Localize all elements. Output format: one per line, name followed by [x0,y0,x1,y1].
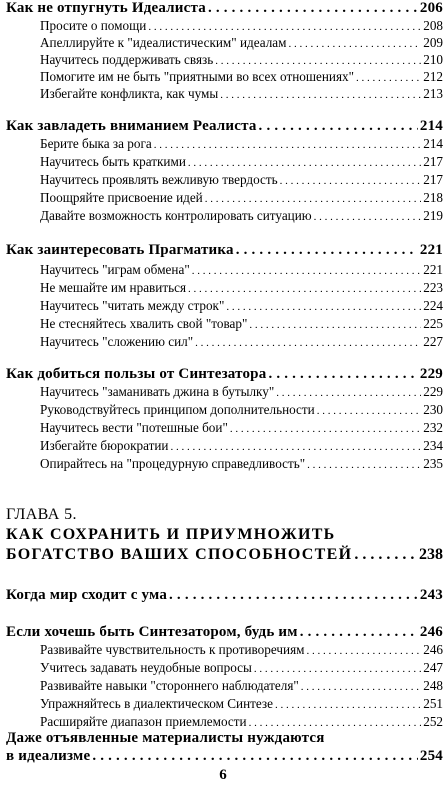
item-title: Учитесь задавать неудобные вопросы [40,660,252,675]
item-title: Развивайте навыки "стороннего наблюдателя" [40,678,299,693]
chapter-title-text: КАК СОХРАНИТЬ И ПРИУМНОЖИТЬ [6,526,336,543]
toc-section [6,118,443,135]
toc-item [6,438,443,454]
dot-leader [215,55,421,67]
chapter-page: 238 [419,546,443,563]
dot-leader [275,699,421,711]
item-page: 217 [423,154,443,169]
page-number: 6 [219,767,227,783]
dot-leader [205,193,421,205]
section-page: 229 [419,366,443,382]
section-title: в идеализме [6,748,91,764]
dot-leader [169,587,418,604]
dot-leader [226,301,421,313]
dot-leader [188,157,421,169]
toc-item [6,208,443,224]
chapter-title-text: БОГАТСТВО ВАШИХ СПОСОБНОСТЕЙ [6,546,353,563]
dot-leader [249,717,422,729]
toc-section [6,242,443,259]
item-title: Помогите им не быть "приятными во всех отношениях" [40,69,355,84]
dot-leader [259,118,418,135]
dot-leader [280,175,422,187]
toc-item [6,642,443,658]
item-title: Избегайте конфликта, как чумы [40,86,219,101]
dot-leader [188,283,421,295]
item-page: 210 [423,52,443,67]
toc-item [6,154,443,170]
toc-item [6,35,443,51]
dot-leader [356,72,421,84]
toc-item [6,334,443,350]
item-title: Научитесь "заманивать джина в бутылку" [40,384,275,399]
toc-item [6,696,443,712]
item-title: Поощряйте присвоение идей [40,190,203,205]
section-title: Когда мир сходит с ума [6,587,168,603]
dot-leader [301,681,421,693]
dot-leader [236,242,418,259]
toc-section-line2 [6,748,443,765]
item-page: 223 [423,280,443,295]
section-page: 243 [419,587,443,603]
item-title: Берите быка за рога [40,136,152,151]
item-page: 232 [423,420,443,435]
item-title: Научитесь "играм обмена" [40,262,190,277]
dot-leader [254,663,421,675]
toc-item [6,316,443,332]
item-title: Избегайте бюрократии [40,438,169,453]
item-title: Расширяйте диапазон приемлемости [40,714,247,729]
dot-leader [307,645,422,657]
item-title: Упражняйтесь в диалектическом Синтезе [40,696,273,711]
section-title: Если хочешь быть Синтезатором, будь им [6,624,298,640]
chapter-title-line2 [6,546,443,564]
item-title: Не мешайте им нравиться [40,280,187,295]
item-page: 218 [423,190,443,205]
toc-item [6,298,443,314]
toc-section [6,587,443,604]
item-title: Научитесь "читать между строк" [40,298,225,313]
dot-leader [276,387,421,399]
dot-leader [300,624,418,641]
item-page: 230 [423,402,443,417]
item-page: 247 [423,660,443,675]
item-page: 252 [423,714,443,729]
item-title: Научитесь вести "потешные бои" [40,420,228,435]
item-page: 248 [423,678,443,693]
toc-item [6,136,443,152]
toc-item [6,420,443,436]
toc-item [6,280,443,296]
item-page: 213 [423,86,443,101]
toc-section [6,366,443,383]
section-title: Как не отпугнуть Идеалиста [6,0,206,16]
dot-leader [317,405,421,417]
dot-leader [208,0,418,17]
item-title: Не стесняйтесь хвалить свой "товар" [40,316,248,331]
item-title: Просите о помощи [40,18,147,33]
toc-item [6,714,443,730]
item-page: 209 [423,35,443,50]
toc-item [6,402,443,418]
section-title: Как заинтересовать Прагматика [6,242,234,258]
toc-item [6,190,443,206]
item-title: Научитесь "сложению сил" [40,334,194,349]
dot-leader [195,337,421,349]
chapter-title-line1 [6,526,443,544]
item-page: 234 [423,438,443,453]
toc-item [6,172,443,188]
chapter-label: ГЛАВА 5. [6,506,77,523]
toc-section [6,0,443,17]
dot-leader [171,441,422,453]
dot-leader [192,265,422,277]
item-title: Опирайтесь на "процедурную справедливость" [40,456,306,471]
item-title: Развивайте чувствительность к противоречиям [40,642,305,657]
section-title: Как завладеть вниманием Реалиста [6,118,257,134]
section-page: 206 [419,0,443,16]
dot-leader [268,366,417,383]
dot-leader [92,748,418,765]
item-page: 227 [423,334,443,349]
item-page: 221 [423,262,443,277]
item-page: 224 [423,298,443,313]
toc-section-line1 [6,730,443,747]
section-page: 214 [419,118,443,134]
toc-item [6,456,443,472]
toc-item [6,18,443,34]
item-title: Научитесь поддерживать связь [40,52,214,67]
item-page: 246 [423,642,443,657]
section-title: Даже отъявленные материалисты нуждаются [6,730,325,746]
toc-item [6,384,443,400]
item-page: 251 [423,696,443,711]
dot-leader [148,21,421,33]
item-page: 235 [423,456,443,471]
item-page: 217 [423,172,443,187]
toc-item [6,86,443,102]
section-page: 221 [419,242,443,258]
toc-item [6,660,443,676]
toc-item [6,262,443,278]
item-page: 219 [423,208,443,223]
dot-leader [288,38,421,50]
item-title: Давайте возможность контролировать ситуацию [40,208,312,223]
dot-leader [220,89,421,101]
dot-leader [230,423,421,435]
item-page: 214 [423,136,443,151]
item-title: Научитесь быть краткими [40,154,186,169]
item-page: 212 [423,69,443,84]
dot-leader [154,139,421,151]
toc-item [6,52,443,68]
section-title: Как добиться пользы от Синтезатора [6,366,267,382]
item-title: Апеллируйте к "идеалистическим" идеалам [40,35,287,50]
item-title: Руководствуйтесь принципом дополнительности [40,402,315,417]
dot-leader [249,319,421,331]
toc-item [6,678,443,694]
dot-leader [354,546,417,564]
dot-leader [307,459,421,471]
item-page: 229 [423,384,443,399]
section-page: 246 [419,624,443,640]
item-title: Научитесь проявлять вежливую твердость [40,172,278,187]
dot-leader [314,211,422,223]
item-page: 225 [423,316,443,331]
section-page: 254 [419,748,443,764]
toc-item [6,69,443,85]
toc-section [6,624,443,641]
item-page: 208 [423,18,443,33]
